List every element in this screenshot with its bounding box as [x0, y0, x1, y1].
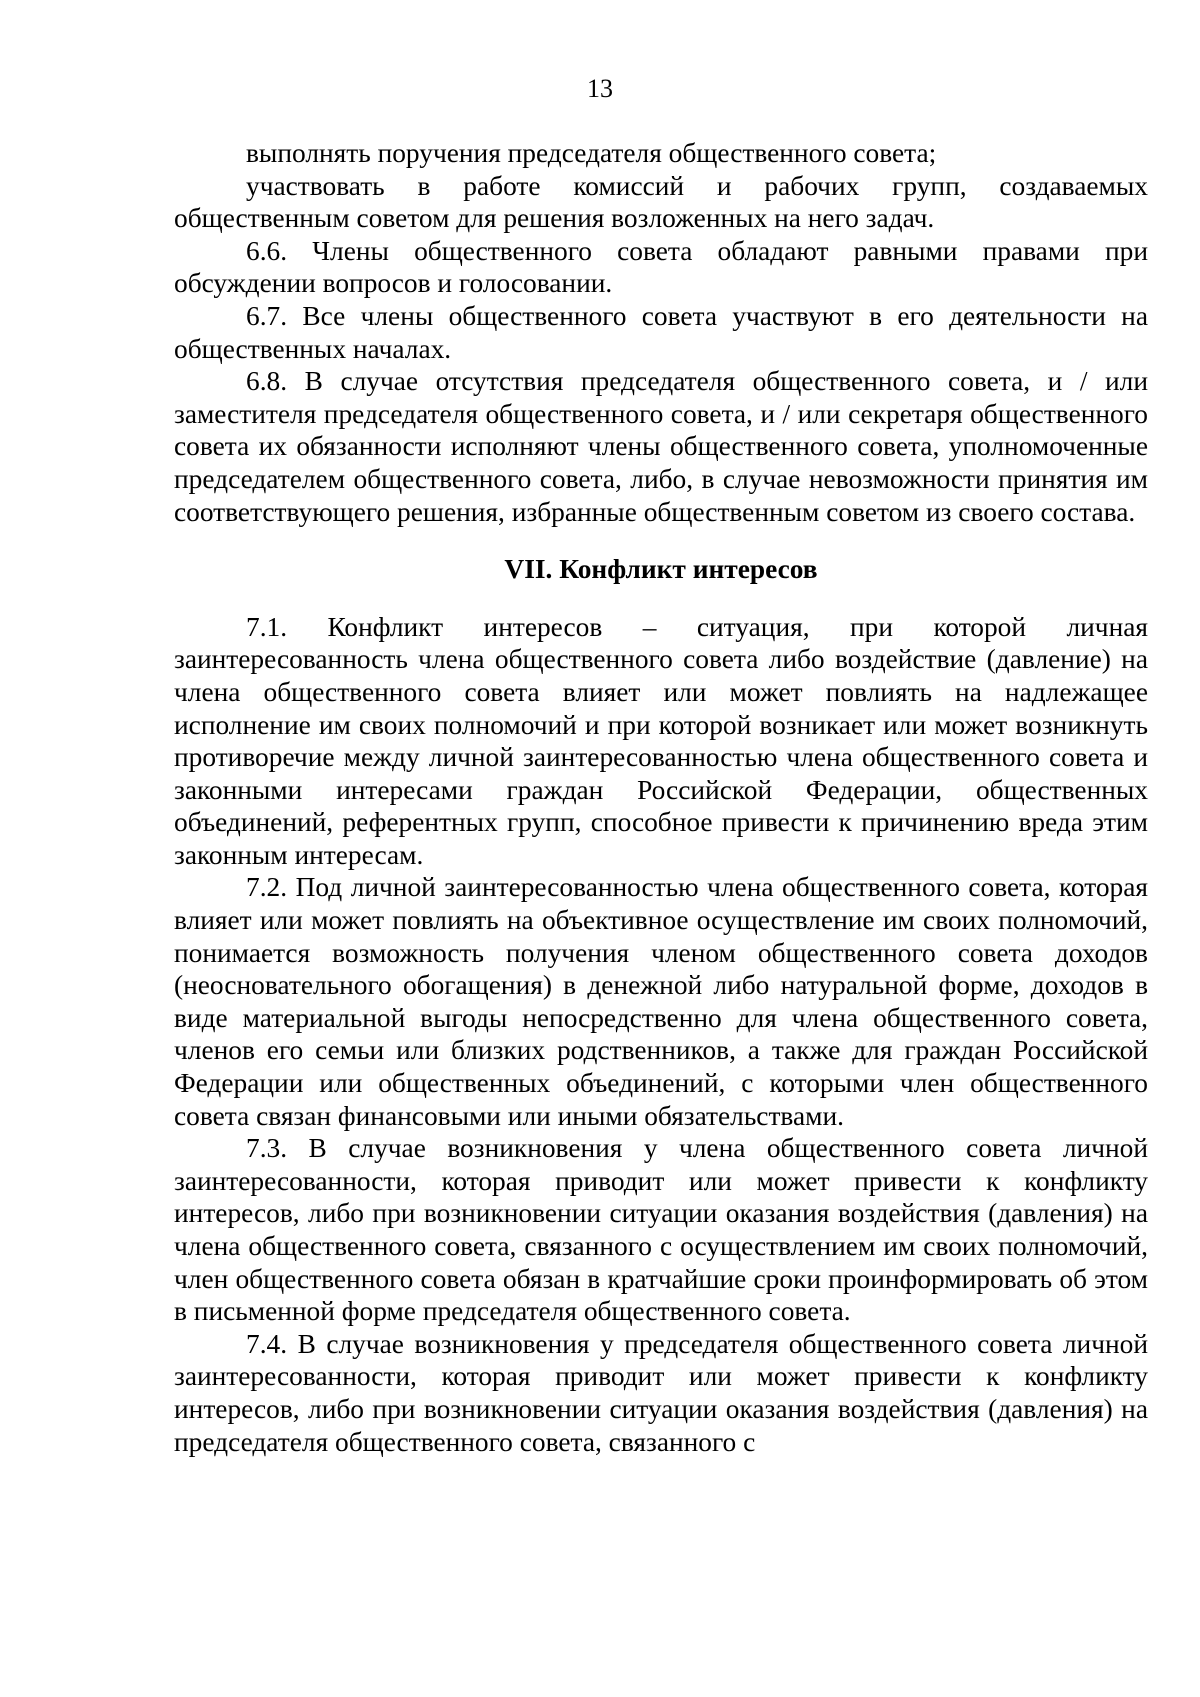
- paragraph-7-3: 7.3. В случае возникновения у члена общественного совета личной заинтересованности, которая приводит или может привести к конфликту интересов, либо при возникновении ситуации оказания воздействия (давления) на члена общественного совета, связанного с осуществлением им своих полномочий, член общественного совета обязан в кратчайшие сроки проинформировать об этом в письменной форме председателя общественного совета.: [174, 1133, 1148, 1327]
- paragraph-6-8: 6.8. В случае отсутствия председателя общественного совета, и / или заместителя председателя общественного совета, и / или секретаря общественного совета их обязанности исполняют члены общественного совета, уполномоченные председателем общественного совета, либо, в случае невозможности принятия им соответствующего решения, избранные общественным советом из своего состава.: [174, 366, 1148, 527]
- paragraph-6-7: 6.7. Все члены общественного совета участвуют в его деятельности на общественных началах.: [174, 300, 1148, 364]
- paragraph: участвовать в работе комиссий и рабочих групп, создаваемых общественным советом для решения возложенных на него задач.: [174, 170, 1148, 234]
- paragraph: выполнять поручения председателя общественного совета;: [246, 138, 937, 168]
- document-body: [174, 137, 1148, 1458]
- paragraph-7-1: 7.1. Конфликт интересов – ситуация, при которой личная заинтересованность члена общественного совета либо воздействие (давление) на члена общественного совета влияет или может повлиять на надлежащее исполнение им своих полномочий и при которой возникает или может возникнуть противоречие между личной заинтересованностью члена общественного совета и законными интересами граждан Российской Федерации, общественных объединений, референтных групп, способное привести к причинению вреда этим законным интересам.: [174, 611, 1148, 870]
- paragraph-6-6: 6.6. Члены общественного совета обладают равными правами при обсуждении вопросов и голосовании.: [174, 235, 1148, 299]
- section-heading: VII. Конфликт интересов: [504, 554, 818, 585]
- paragraph-7-4: 7.4. В случае возникновения у председателя общественного совета личной заинтересованности, которая приводит или может привести к конфликту интересов, либо при возникновении ситуации оказания воздействия (давления) на председателя общественного совета, связанного с: [174, 1328, 1148, 1457]
- paragraph-7-2: 7.2. Под личной заинтересованностью члена общественного совета, которая влияет или может повлиять на объективное осуществление им своих полномочий, понимается возможность получения членом общественного совета доходов (неосновательного обогащения) в денежной либо натуральной форме, доходов в виде материальной выгоды непосредственно для члена общественного совета, членов его семьи или близких родственников, а также для граждан Российской Федерации или общественных объединений, с которыми член общественного совета связан финансовыми или иными обязательствами.: [174, 872, 1148, 1131]
- page-number: 13: [587, 74, 613, 103]
